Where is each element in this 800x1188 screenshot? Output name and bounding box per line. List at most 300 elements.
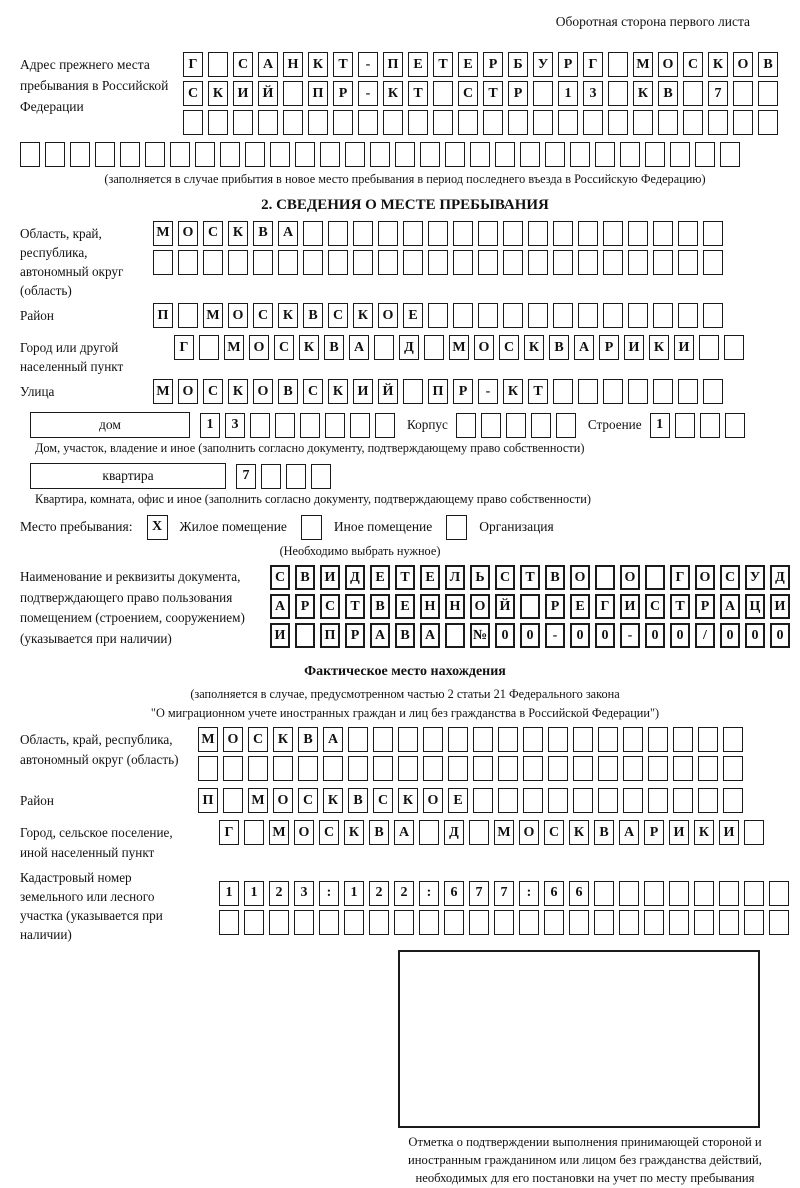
checkbox-organization[interactable] — [446, 515, 467, 540]
char-cell — [628, 250, 648, 275]
char-cell: О — [253, 379, 273, 404]
char-cell — [323, 756, 343, 781]
char-grid-row[interactable] — [183, 81, 778, 106]
char-cell: О — [519, 820, 539, 845]
char-cell: И — [719, 820, 739, 845]
char-cell — [223, 788, 243, 813]
char-cell — [669, 881, 689, 906]
char-grid-row[interactable] — [20, 142, 790, 167]
char-cell — [528, 303, 548, 328]
char-cell: В — [348, 788, 368, 813]
char-cell: В — [369, 820, 389, 845]
char-cell — [320, 142, 340, 167]
char-cell: Е — [408, 52, 428, 77]
char-cell: Т — [433, 52, 453, 77]
char-cell: М — [198, 727, 218, 752]
char-cell: И — [624, 335, 644, 360]
char-cell — [694, 910, 714, 935]
char-cell: Н — [420, 594, 440, 619]
confirmation-stamp-box — [398, 950, 760, 1128]
char-cell: В — [545, 565, 565, 590]
char-cell: К — [383, 81, 403, 106]
char-cell — [433, 81, 453, 106]
char-cell: А — [278, 221, 298, 246]
char-cell — [719, 881, 739, 906]
char-cell — [531, 413, 551, 438]
char-cell — [445, 142, 465, 167]
char-cell — [70, 142, 90, 167]
char-cell — [683, 110, 703, 135]
stay-type-row — [20, 515, 790, 540]
char-cell — [308, 110, 328, 135]
char-cell — [420, 142, 440, 167]
char-cell — [433, 110, 453, 135]
char-cell — [769, 910, 789, 935]
char-cell — [478, 250, 498, 275]
char-cell: 1 — [244, 881, 264, 906]
char-cell — [375, 413, 395, 438]
field-actual-city — [20, 820, 790, 861]
char-cell: - — [358, 52, 378, 77]
char-grid-row[interactable] — [650, 413, 745, 438]
char-cell: С — [328, 303, 348, 328]
char-cell: К — [524, 335, 544, 360]
option-label-organization: Организация — [479, 519, 554, 535]
char-cell — [598, 756, 618, 781]
char-cell: Р — [599, 335, 619, 360]
char-cell: С — [499, 335, 519, 360]
char-cell — [298, 756, 318, 781]
char-cell — [370, 142, 390, 167]
house-row — [30, 412, 790, 438]
char-cell — [603, 379, 623, 404]
char-cell — [578, 221, 598, 246]
char-cell — [448, 727, 468, 752]
char-grid-row[interactable] — [153, 250, 723, 275]
confirmation-stamp-caption: Отметка о подтверждении выполнения принимающей стороной и иностранным гражданином или лицом без гражданства действий, необходимых для его постановки на учет по месту пребывания — [408, 1135, 762, 1185]
char-cell: 3 — [225, 413, 245, 438]
option-label-other-premises: Иное помещение — [333, 519, 433, 535]
char-cell — [523, 788, 543, 813]
char-cell — [678, 303, 698, 328]
char-cell — [578, 379, 598, 404]
char-grid-row[interactable] — [236, 464, 331, 489]
char-cell: Ц — [745, 594, 765, 619]
char-cell — [578, 303, 598, 328]
char-cell: Е — [570, 594, 590, 619]
char-cell: М — [153, 379, 173, 404]
char-cell: Г — [183, 52, 203, 77]
char-cell: Г — [595, 594, 615, 619]
char-cell — [303, 221, 323, 246]
char-cell: В — [658, 81, 678, 106]
char-cell: И — [770, 594, 790, 619]
char-cell — [508, 110, 528, 135]
char-cell — [295, 623, 315, 648]
char-cell: К — [344, 820, 364, 845]
char-cell — [498, 788, 518, 813]
char-cell: А — [574, 335, 594, 360]
char-cell — [628, 221, 648, 246]
char-grid-row[interactable] — [456, 413, 576, 438]
char-cell — [469, 820, 489, 845]
char-cell — [253, 250, 273, 275]
char-cell: О — [249, 335, 269, 360]
field-actual-district — [20, 788, 790, 817]
char-cell: О — [570, 565, 590, 590]
char-cell: О — [474, 335, 494, 360]
apartment-row — [30, 463, 790, 489]
char-cell: 0 — [520, 623, 540, 648]
char-cell: № — [470, 623, 490, 648]
char-cell — [345, 142, 365, 167]
char-cell — [250, 413, 270, 438]
char-cell — [700, 413, 720, 438]
char-cell — [325, 413, 345, 438]
char-cell: М — [153, 221, 173, 246]
actual-place-caption-2: "О миграционном учете иностранных граждан и лиц без гражданства в Российской Федерации") — [150, 705, 660, 720]
char-cell — [403, 221, 423, 246]
char-grid-row[interactable] — [153, 379, 723, 404]
char-cell — [120, 142, 140, 167]
char-cell — [283, 81, 303, 106]
char-cell: - — [358, 81, 378, 106]
field-cadastral-number — [20, 865, 790, 945]
char-cell — [453, 303, 473, 328]
char-cell — [653, 303, 673, 328]
char-cell: О — [423, 788, 443, 813]
char-cell — [544, 910, 564, 935]
char-cell — [233, 110, 253, 135]
char-cell — [319, 910, 339, 935]
char-cell: С — [303, 379, 323, 404]
char-cell: К — [323, 788, 343, 813]
char-cell: 7 — [236, 464, 256, 489]
char-cell: О — [178, 221, 198, 246]
char-cell: С — [183, 81, 203, 106]
checkbox-other-premises[interactable] — [301, 515, 322, 540]
char-cell — [195, 142, 215, 167]
char-cell — [725, 413, 745, 438]
char-cell: В — [295, 565, 315, 590]
char-cell — [553, 303, 573, 328]
char-cell: С — [233, 52, 253, 77]
char-cell — [428, 250, 448, 275]
char-cell: Г — [583, 52, 603, 77]
char-grid-row[interactable] — [198, 788, 743, 813]
field-label-street: Улица — [20, 384, 55, 400]
char-cell: В — [253, 221, 273, 246]
char-cell: Т — [483, 81, 503, 106]
char-cell — [358, 110, 378, 135]
char-cell — [694, 881, 714, 906]
char-cell: Т — [670, 594, 690, 619]
field-label-actual-city: Город, сельское поселение, иной населенный пункт — [20, 825, 173, 860]
char-cell — [333, 110, 353, 135]
char-cell — [503, 303, 523, 328]
char-cell: В — [298, 727, 318, 752]
field-actual-region — [20, 727, 790, 785]
field-label-actual-district: Район — [20, 793, 54, 809]
header-note: Оборотная сторона первого листа — [555, 14, 750, 29]
char-cell — [553, 250, 573, 275]
char-cell — [275, 413, 295, 438]
char-grid-row[interactable] — [198, 756, 743, 781]
char-cell: Р — [558, 52, 578, 77]
char-cell — [469, 910, 489, 935]
char-cell — [269, 910, 289, 935]
char-cell: 1 — [219, 881, 239, 906]
char-cell — [178, 303, 198, 328]
char-cell: К — [694, 820, 714, 845]
char-cell — [506, 413, 526, 438]
char-cell — [378, 250, 398, 275]
char-cell — [548, 756, 568, 781]
char-cell — [353, 250, 373, 275]
char-grid-row[interactable] — [198, 727, 743, 752]
char-cell: И — [233, 81, 253, 106]
apartment-caption: Квартира, комната, офис и иное (заполнить согласно документу, подтверждающему право собственности) — [35, 492, 591, 507]
char-cell — [419, 820, 439, 845]
char-cell: В — [549, 335, 569, 360]
char-cell — [675, 413, 695, 438]
char-cell: Й — [378, 379, 398, 404]
char-cell — [283, 110, 303, 135]
char-cell: О — [273, 788, 293, 813]
char-cell — [478, 303, 498, 328]
char-cell: Е — [458, 52, 478, 77]
char-grid-row[interactable] — [174, 335, 744, 372]
char-cell — [520, 594, 540, 619]
char-cell: П — [428, 379, 448, 404]
char-cell — [548, 788, 568, 813]
char-cell: К — [299, 335, 319, 360]
char-cell: М — [449, 335, 469, 360]
char-cell — [495, 142, 515, 167]
char-grid-row[interactable] — [219, 910, 789, 935]
char-cell: К — [503, 379, 523, 404]
cadastral-grids — [219, 865, 789, 945]
char-cell: 0 — [770, 623, 790, 648]
char-cell: 1 — [200, 413, 220, 438]
char-cell — [344, 910, 364, 935]
char-cell — [311, 464, 331, 489]
char-cell: С — [683, 52, 703, 77]
char-grid-row[interactable] — [153, 303, 723, 328]
char-cell — [503, 250, 523, 275]
region-grids — [153, 221, 723, 301]
char-cell: Е — [420, 565, 440, 590]
char-grid-row[interactable] — [219, 820, 764, 857]
char-cell — [220, 142, 240, 167]
char-cell: Б — [508, 52, 528, 77]
char-grid-row[interactable] — [270, 594, 790, 619]
char-grid-row[interactable] — [183, 110, 778, 135]
char-cell — [595, 565, 615, 590]
char-cell — [419, 910, 439, 935]
char-cell — [373, 727, 393, 752]
char-grid-row[interactable] — [270, 565, 790, 590]
char-cell: Ь — [470, 565, 490, 590]
char-cell — [573, 727, 593, 752]
char-cell: Д — [444, 820, 464, 845]
char-cell — [698, 788, 718, 813]
char-cell: 0 — [595, 623, 615, 648]
char-cell — [648, 727, 668, 752]
char-cell — [744, 820, 764, 845]
char-cell: А — [258, 52, 278, 77]
char-cell — [758, 81, 778, 106]
char-cell: О — [658, 52, 678, 77]
char-cell — [244, 820, 264, 845]
char-cell — [270, 142, 290, 167]
char-cell: С — [203, 379, 223, 404]
ownership-document-grids — [270, 565, 790, 652]
char-cell — [328, 221, 348, 246]
char-cell — [483, 110, 503, 135]
field-street — [20, 379, 790, 408]
char-cell: Р — [295, 594, 315, 619]
char-cell: Т — [345, 594, 365, 619]
char-cell: С — [253, 303, 273, 328]
char-cell: В — [395, 623, 415, 648]
char-cell: А — [270, 594, 290, 619]
char-cell: А — [370, 623, 390, 648]
char-grid-row[interactable] — [200, 413, 395, 438]
char-cell — [744, 881, 764, 906]
char-cell — [520, 142, 540, 167]
field-label-cadastral-number: Кадастровый номер земельного или лесного участка (указывается при наличии) — [20, 869, 163, 943]
char-cell — [699, 335, 719, 360]
char-cell — [498, 727, 518, 752]
char-cell: 1 — [558, 81, 578, 106]
char-cell — [703, 250, 723, 275]
char-cell: О — [695, 565, 715, 590]
char-cell — [533, 110, 553, 135]
char-cell — [573, 788, 593, 813]
char-cell — [219, 910, 239, 935]
char-cell — [481, 413, 501, 438]
char-cell: Д — [345, 565, 365, 590]
char-cell — [523, 727, 543, 752]
char-cell — [428, 221, 448, 246]
char-cell: М — [248, 788, 268, 813]
previous-address-grids — [183, 52, 778, 139]
char-cell — [208, 52, 228, 77]
char-cell — [553, 379, 573, 404]
char-cell: С — [495, 565, 515, 590]
char-cell — [673, 756, 693, 781]
apartment-box-label: квартира — [30, 463, 226, 489]
char-cell: 7 — [708, 81, 728, 106]
char-cell — [208, 110, 228, 135]
char-cell: 3 — [583, 81, 603, 106]
char-grid-row[interactable] — [270, 623, 790, 648]
char-cell: С — [645, 594, 665, 619]
char-cell — [473, 756, 493, 781]
char-cell: Е — [395, 594, 415, 619]
char-cell: А — [420, 623, 440, 648]
char-grid-row[interactable] — [219, 881, 789, 906]
char-cell: М — [269, 820, 289, 845]
field-district — [20, 303, 790, 332]
char-cell — [398, 727, 418, 752]
char-cell — [620, 142, 640, 167]
char-cell: А — [323, 727, 343, 752]
field-label-region: Область, край, республика, автономный округ (область) — [20, 225, 124, 299]
char-cell: П — [383, 52, 403, 77]
char-cell — [678, 221, 698, 246]
char-cell — [294, 910, 314, 935]
char-cell: К — [649, 335, 669, 360]
char-cell: 0 — [670, 623, 690, 648]
char-cell — [548, 727, 568, 752]
char-cell: О — [733, 52, 753, 77]
section2-title: 2. СВЕДЕНИЯ О МЕСТЕ ПРЕБЫВАНИЯ — [261, 196, 549, 213]
field-city — [20, 335, 790, 376]
char-cell: С — [720, 565, 740, 590]
char-cell: О — [470, 594, 490, 619]
house-box-label: дом — [30, 412, 190, 438]
char-grid-row[interactable] — [183, 52, 778, 77]
char-cell: В — [278, 379, 298, 404]
char-cell: П — [198, 788, 218, 813]
char-cell — [258, 110, 278, 135]
char-cell — [673, 727, 693, 752]
char-cell — [403, 379, 423, 404]
char-cell — [644, 910, 664, 935]
char-cell — [170, 142, 190, 167]
char-cell — [378, 221, 398, 246]
char-cell: К — [569, 820, 589, 845]
char-cell: Т — [395, 565, 415, 590]
actual-region-grids — [198, 727, 743, 785]
char-cell: Т — [528, 379, 548, 404]
char-cell: - — [545, 623, 565, 648]
char-cell: К — [278, 303, 298, 328]
char-cell — [183, 110, 203, 135]
char-cell — [303, 250, 323, 275]
char-cell — [248, 756, 268, 781]
char-cell: : — [519, 881, 539, 906]
char-cell — [703, 379, 723, 404]
char-cell: Р — [333, 81, 353, 106]
char-cell: Е — [448, 788, 468, 813]
char-cell: М — [203, 303, 223, 328]
checkbox-residential[interactable]: X — [147, 515, 168, 540]
char-cell: Р — [345, 623, 365, 648]
char-cell — [573, 756, 593, 781]
char-cell — [408, 110, 428, 135]
char-cell — [628, 379, 648, 404]
char-cell — [645, 142, 665, 167]
char-cell: С — [544, 820, 564, 845]
field-label-ownership-document: Наименование и реквизиты документа, подтверждающего право пользования помещением (строением, сооружением) (указывается при наличии) — [20, 569, 245, 646]
char-cell: О — [620, 565, 640, 590]
char-cell: 6 — [569, 881, 589, 906]
char-cell: А — [619, 820, 639, 845]
char-cell — [456, 413, 476, 438]
char-cell — [473, 788, 493, 813]
char-cell: К — [273, 727, 293, 752]
char-cell — [228, 250, 248, 275]
char-cell — [545, 142, 565, 167]
char-grid-row[interactable] — [153, 221, 723, 246]
char-cell — [556, 413, 576, 438]
actual-place-caption-1: (заполняется в случае, предусмотренном частью 2 статьи 21 Федерального закона — [190, 687, 620, 702]
char-cell: Г — [219, 820, 239, 845]
char-cell: О — [378, 303, 398, 328]
